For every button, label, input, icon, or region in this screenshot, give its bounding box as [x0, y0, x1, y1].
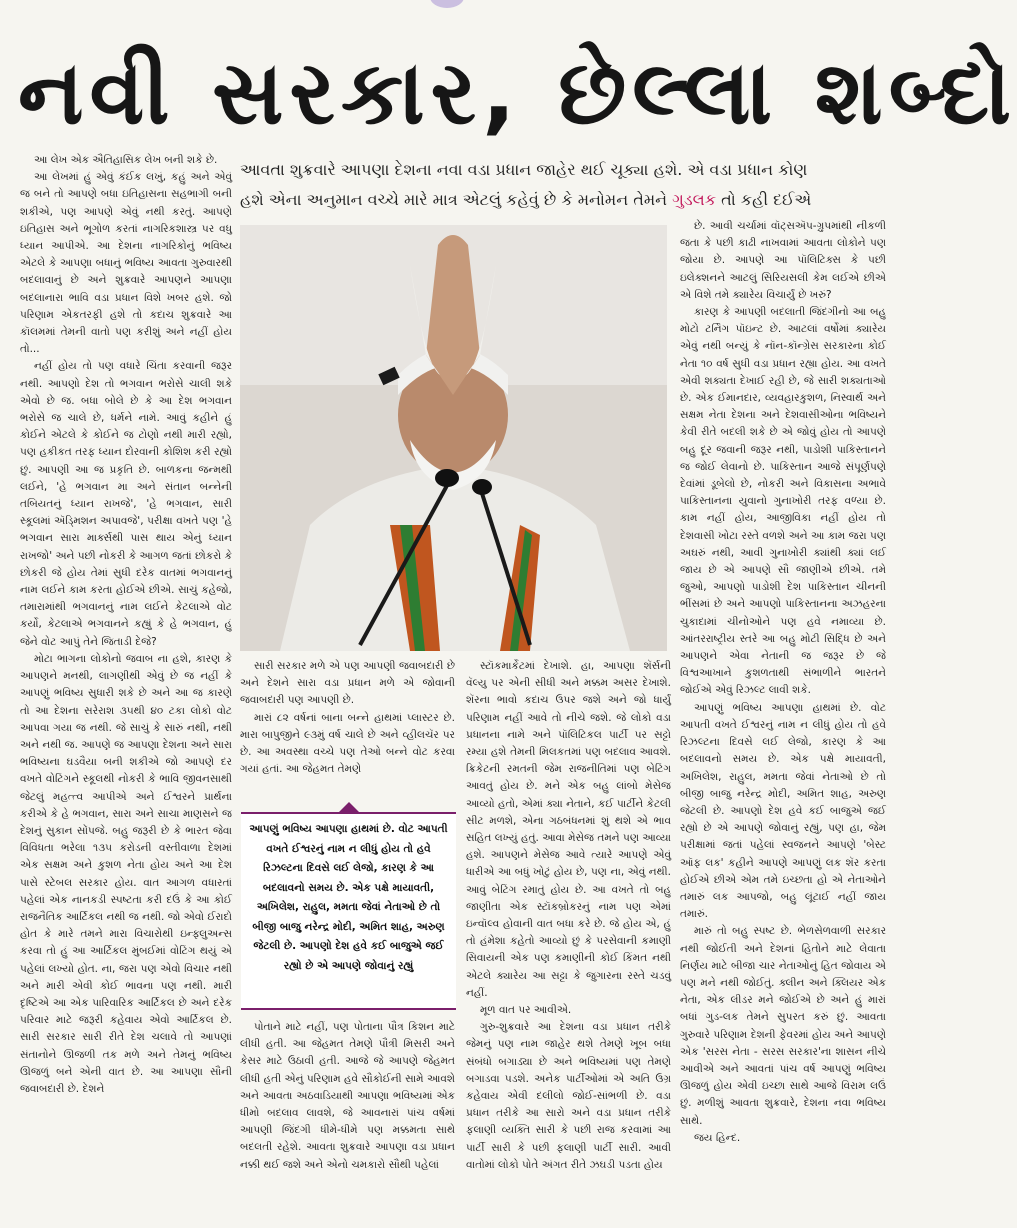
column3-paragraph: ગુરુ-શુક્રવારે આ દેશના વડા પ્રધાન તરીકે જેમનું પણ નામ જાહેર થશે તેમણે ખૂબ બધા સંબંધો બગાડ્યા છે અને ભવિષ્યમાં પણ તેમણે બગાડવા પડશે. અનેક પાર્ટીઓમાં એ અતિ ઉગ્ર કહેવાય એવી દલીલો જોઈ-સાંભળી છે. વડા પ્રધાન તરીકે આ સારો અને વડા પ્રધાન તરીકે ફલાણી વ્યક્તિ સારી કે પછી રાજ કરવામાં આ પાર્ટી સારી કે પછી ફલાણી પાર્ટી સારી. આવી વાતોમાં લોકો પોતે અંગત રીતે ઝઘડી પડતા હોય	[466, 1021, 671, 1171]
signoff: જય હિન્દ.	[694, 1131, 741, 1144]
column3-paragraph: મૂળ વાત પર આવીએ.	[480, 1004, 572, 1017]
pull-quote-box	[241, 812, 456, 1010]
article-column-2-top	[240, 658, 455, 796]
article-column-1	[20, 152, 232, 1222]
column1-paragraph: મોટા ભાગના લોકોનો જવાબ ના હશે, કારણ કે આપણને મનથી, લાગણીથી એવું છે જ નહીં કે આપણું ભવિષ્ય સુધારી શકે છે અને આ જ કારણે તો આ દેશના સરેરાશ ૩૫થી ૪૦ ટકા લોકો વોટ આપવા ગયા જ નથી. જે સાચું કે સારું નથી, નથી અને નથી જ. આપણે જ આપણા દેશના અને સારા ભવિષ્યના ઘડવૈયા બની શકીએ જો આપણે દર વખતે વોટિંગને સ્કૂલથી નોકરી કે ભાવિ જીવનસાથી જેટલું મહત્ત્વ આપીએ અને ઈશ્વરને પ્રાર્થના કરીએ કે હે ભગવાન, સારા અને સાચા માણસને જ દેશનું સુકાન સોંપજે. બહુ જરૂરી છે કે ભારત જેવા વિવિધતા ભરેલા ૧૩૫ કરોડની વસ્તીવાળા દેશમાં એક સક્ષમ અને કુશળ નેતા હોય અને આ દેશ પાસે સ્ટેબલ સરકાર હોય. વાત આગળ વધારતાં પહેલાં એક નાનકડી સ્પષ્ટતા કરી દઉં કે આ કોઈ રાજનૈતિક આર્ટિકલ નથી જ નથી. જો એવો ઈરાદો હોત કે મારે તમને મારા વિચારોથી ઇન્ફ્લુઅન્સ કરવા તો હું આ આર્ટિકલ મુંબઈમાં વોટિંગ થયું એ પહેલાં લખ્યો હોત. ના, જરા પણ એવો વિચાર નથી અને મારી એવી કોઈ ભાવના પણ નથી. મારી દૃષ્ટિએ આ એક પારિવારિક આર્ટિકલ છે અને દરેક પરિવાર માટે જરૂરી કહેવાય એવો આર્ટિકલ છે. સારી સરકાર સારી રીતે દેશ ચલાવે તો આપણાં સંતાનોને ઊજળી તક મળે અને તેમનું ભવિષ્ય ઊજળું બને એની વાત છે. આ આપણા સૌની જવાબદારી છે. દેશને	[20, 652, 232, 1095]
deck-line-2-post: તો કહી દઈએ	[716, 190, 812, 209]
column4-paragraph: આપણું ભવિષ્ય આપણા હાથમાં છે. વોટ આપતી વખતે ઈશ્વરનું નામ ન લીધું હોય તો હવે રિઝલ્ટના દિવસે લઈ લેજો, કારણ કે આ બદલાવનો સમય છે. એક પક્ષે માયાવતી, અખિલેશ, રાહુલ, મમતા જેવાં નેતાઓ છે તો બીજી બાજુ નરેન્દ્ર મોદી, અમિત શાહ, અરુણ જેટલી છે. આપણો દેશ હવે કઈ બાજુએ જઈ રહ્યો છે એ આપણે જોવાનું રહ્યું, પણ હા, જેમ પરીક્ષામાં જતાં પહેલાં સ્વજનને આપણે 'બેસ્ટ ઑફ લક' કહીને આપણે આપણું લક શૅર કરતા હોઈએ છીએ એમ તમે ઇચ્છતા હો એ નેતાઓને તમારું લક આપજો, બહુ લૂંટાઈ નહીં જાય તમારું.	[680, 701, 886, 921]
deck-highlight-goodluck: ગુડલક	[672, 190, 716, 209]
article-column-4	[680, 218, 886, 1224]
deck-subheading	[240, 155, 885, 217]
deck-line-2	[240, 185, 885, 215]
page-top-marker	[430, 0, 464, 8]
column2-paragraph: પોતાને માટે નહીં, પણ પોતાના પૌત્ર કિશન માટે લીધી હતી. આ જેહમત તેમણે પૌત્રી મિસરી અને કેસર માટે ઉઠાવી હતી. આજે જે આપણે જેહમત લીધી હતી એનું પરિણામ હવે સૌકોઈની સામે આવશે અને આવતા અઠવાડિયાથી આપણા ભવિષ્યમાં એક ધીમો બદલાવ લાવશે, જે આવનારાં પાંચ વર્ષમાં આપણી જિંદગી ધીમે-ધીમે પણ મક્કમતા સાથે બદલતી રહેશે. આવતા શુક્રવારે આપણા વડા પ્રધાન નક્કી થઈ જશે અને એનો ચમકારો સૌથી પહેલાં	[240, 1021, 455, 1171]
leader-photo	[240, 225, 667, 651]
photo-of-leader-with-folded-hands-icon	[240, 225, 667, 651]
column4-paragraph: મારું તો બહુ સ્પષ્ટ છે. ભેળસેળવાળી સરકાર નથી જોઈતી અને દેશનાં હિતોને માટે લેવાતા નિર્ણય માટે બીજા ચાર નેતાઓનું હિત જોવાય એ પણ મને નથી જોઈતું. ક્લીન અને ક્લિયર એક નેતા, એક લીડર મને જોઈએ છે અને હું મારાં બધાં ગુડ-લક તેમને સુપરત કરું છું. આવતા ગુરુવારે પરિણામ દેશની ફેવરમાં હોય અને આપણે એક 'સરસ નેતા - સરસ સરકાર'ના શાસન નીચે આવીએ અને આવતાં પાંચ વર્ષ આપણું ભવિષ્ય ઊજળું હોય એવી ઇચ્છા સાથે આજે વિરામ લઉં છું. મળીશું આવતા શુક્રવારે, દેશના નવા ભવિષ્ય સાથે.	[680, 925, 886, 1127]
column4-paragraph: કારણ કે આપણી બદલાતી જિંદગીનો આ બહુ મોટો ટર્નિંગ પૉઇન્ટ છે. આટલાં વર્ષોમાં ક્યારેય એવું નથી બન્યું કે નૉન-કૉન્ગ્રેસ સરકારના કોઈ નેતા ૧૦ વર્ષ સુધી વડા પ્રધાન રહ્યા હોય. આ વખતે એવી શક્યતા દેખાઈ રહી છે, જે સારી શક્યતાઓ છે. એક ઈમાનદાર, વ્યવહારકુશળ, નિસ્વાર્થ અને સક્ષમ નેતા દેશના અને દેશવાસીઓના ભવિષ્યને કેવી રીતે બદલી શકે છે એ જોવું હોય તો આપણે બહુ દૂર જવાની જરૂર નથી, પાડોશી પાકિસ્તાનને જ જોઈ લેવાનો છે. પાકિસ્તાન આજે સંપૂર્ણપણે દેવાંમાં ડૂબેલો છે, નોકરી અને વિકાસના અભાવે પાકિસ્તાનના યુવાનો ગુનાખોરી તરફ વળ્યા છે. કામ નહીં હોય, આજીવિકા નહીં હોય તો દેશવાસી ખોટા રસ્તે વળશે અને આ કામ જરા પણ અઘરું નથી, આવી ગુનાખોરી ક્યાંથી ક્યાં લઈ જાય છે એ આપણે સૌ જાણીએ છીએ. તમે જુઓ, આપણો પાડોશી દેશ પાકિસ્તાન ચીનની ભીંસમાં છે અને આપણો પાકિસ્તાનના અઝહરના ચુકાદામાં ચીનોઓને પણ હવે નમાવ્યા છે. આંતરરાષ્ટ્રીય સ્તરે આ બહુ મોટી સિદ્ધિ છે અને આપણને એવા નેતાની જ જરૂર છે જે વિશ્વઆખાને કુશળતાથી સંભાળીને ભારતને જોઈએ એવું રિઝલ્ટ લાવી શકે.	[680, 306, 886, 697]
pull-quote-text: આપણું ભવિષ્ય આપણા હાથમાં છે. વોટ આપતી વખતે ઈશ્વરનું નામ ન લીધું હોય તો હવે રિઝલ્ટના દિવસે લઈ લેજો, કારણ કે આ બદલાવનો સમય છે. એક પક્ષે માયાવતી, અખિલેશ, રાહુલ, મમતા જેવાં નેતાઓ છે તો બીજી બાજુ નરેન્દ્ર મોદી, અમિત શાહ, અરુણ જેટલી છે. આપણો દેશ હવે કઈ બાજુએ જઈ રહ્યો છે એ આપણે જોવાનું રહ્યું	[249, 823, 448, 972]
column1-paragraph: આ લેખ એક ઐતિહાસિક લેખ બની શકે છે.	[34, 154, 218, 166]
column1-paragraph: નહીં હોય તો પણ વધારે ચિંતા કરવાની જરૂર નથી. આપણો દેશ તો ભગવાન ભરોસે ચાલી શકે એવો છે જ. બધા બોલે છે કે આ દેશ ભગવાન ભરોસે જ ચાલે છે, ધર્મને નામે. આવું કહીને હું કોઈને એટલે કે કોઈને જ ટોણો નથી મારી રહ્યો, પણ હકીકત તરફ ધ્યાન દોરવાની કોશિશ કરી રહ્યો છું. આપણી આ જ પ્રકૃતિ છે. બાળકના જન્મથી લઈને, 'હે ભગવાન મા અને સંતાન બન્નેની તબિયતનું ધ્યાન રાખજે', 'હે ભગવાન, સારી સ્કૂલમાં ઍડ્મિશન અપાવજે', પરીક્ષા વખતે પણ 'હે ભગવાન સારા માર્ક્સથી પાસ થાય એનું ધ્યાન રાખજો' અને પછી નોકરી કે આગળ જતાં છોકરો કે છોકરી જે હોય તેમાં સુધી દરેક વાતમાં ભગવાનનું નામ લઈને કામ કરતા હોઈએ છીએ. સાચું કહેજો, તમારામાંથી ભગવાનનું નામ લઈને કેટલાએ વોટ કર્યો, કેટલાએ ભગવાનને કહ્યું કે હે ભગવાન, હું જેને વોટ આપું તેને જિતાડી દેજે?	[20, 360, 232, 648]
article-column-3	[466, 658, 671, 1224]
column2-paragraph: સારી સરકાર મળે એ પણ આપણી જવાબદારી છે અને દેશને સારા વડા પ્રધાન મળે એ જોવાની જવાબદારી પણ આપણી છે.	[240, 660, 455, 707]
headline: નવી સરકાર, છેલ્લા શબ્દો	[18, 41, 1017, 144]
column3-paragraph: સ્ટૉકમાર્કેટમાં દેખાશે. હા, આપણા શૅર્સની વૅલ્યુ પર એની સીધી અને મક્કમ અસર દેખાશે. શૅરના ભાવો કદાચ ઉપર જશે અને જો ધાર્યું પરિણામ નહીં આવે તો નીચે જશે. જે લોકો વડા પ્રધાનના નામે અને પૉલિટિકલ પાર્ટી પર સટ્ટો રમ્યા હશે તેમની મિલકતમાં પણ બદલાવ આવશે. ક્રિકેટની રમતની જેમ રાજનીતિમાં પણ બેટિંગ આવતું હોય છે. મને એક બહુ લાંબો મેસેજ આવ્યો હતો, એમાં ક્યા નેતાને, કઈ પાર્ટીને કેટલી સીટ મળશે, એના ગઠબંધનમાં શું થશે એ ભાવ સહિત લખ્યું હતું. આવા મેસેજ તમને પણ આવ્યા હશે. આપણને મેસેજ આવે ત્યારે આપણે એવું ધારીએ આ બધું ખોટું હોય છે, પણ ના, એવું નથી. આવું બેટિંગ રમાતું હોય છે. આ વખતે તો બહુ જાણીતા એક સ્ટૉકબ્રોકરનું નામ પણ એમાં ઇન્વૉલ્વ હોવાની વાત બધા કરે છે. જે હોય એ, હું તો હંમેશા કહેતો આવ્યો છું કે પરસેવાની કમાણી સિવાયની એક પણ કમાણીની કોઈ કિંમત નથી એટલે ક્યારેય આ સટ્ટા કે જુગારના રસ્તે ચડવું નહીં.	[466, 660, 671, 999]
article-column-2-bottom	[240, 1019, 455, 1224]
column1-paragraph: આ લેખમાં હું એવું કંઈક લખું, કહું અને એવું જ બને તો આપણે બધા ઇતિહાસના સહભાગી બની શકીએ, પણ આપણે એવું નથી કરતું. આપણે ઇતિહાસ અને ભૂગોળ કરતાં નાગરિકશાસ્ત્ર પર વધુ ધ્યાન આપીએ. આ દેશના નાગરિકોનું ભવિષ્ય એટલે કે આપણા બધાનું ભવિષ્ય આવતા ગુરુવારથી બદલાવાનું છે અને શુક્રવારે આપણને આપણા બદલાનારા ભાવિ વડા પ્રધાન વિશે ખબર હશે. જો પરિણામ એકતરફી હશે તો કદાચ શુક્રવારે આ કૉલમમાં તેમની વાતો પણ કરીશું અને નહીં હોય તો...	[20, 171, 232, 356]
deck-line-1: આવતા શુક્રવારે આપણા દેશના નવા વડા પ્રધાન જાહેર થઈ ચૂક્યા હશે. એ વડા પ્રધાન કોણ	[240, 160, 808, 179]
deck-line-2-pre: હશે એના અનુમાન વચ્ચે મારે માત્ર એટલું કહેવું છે કે મનોમન તેમને	[240, 190, 673, 209]
column2-paragraph: મારાં ૮૨ વર્ષનાં બાના બન્ને હાથમાં પ્લાસ્ટર છે. મારા બાપુજીને ૯૩મું વર્ષ ચાલે છે અને વ્હીલચૅર પર છે. આ અવસ્થા વચ્ચે પણ તેઓ બન્ને વોટ કરવા ગયાં હતાં. આ જેહમત તેમણે	[240, 711, 455, 776]
column4-paragraph: છે. આવી ચર્ચામાં વૉટ્સઍપ-ગ્રુપમાંથી નીકળી જતા કે પછી કાઢી નાખવામાં આવતા લોકોને પણ જોયા છે. આપણે આ પૉલિટિક્સ કે પછી ઇલેક્શનને આટલું સિરિયસલી કેમ લઈએ છીએ એ વિશે તમે ક્યારેય વિચાર્યું છે ખરું?	[680, 220, 886, 301]
